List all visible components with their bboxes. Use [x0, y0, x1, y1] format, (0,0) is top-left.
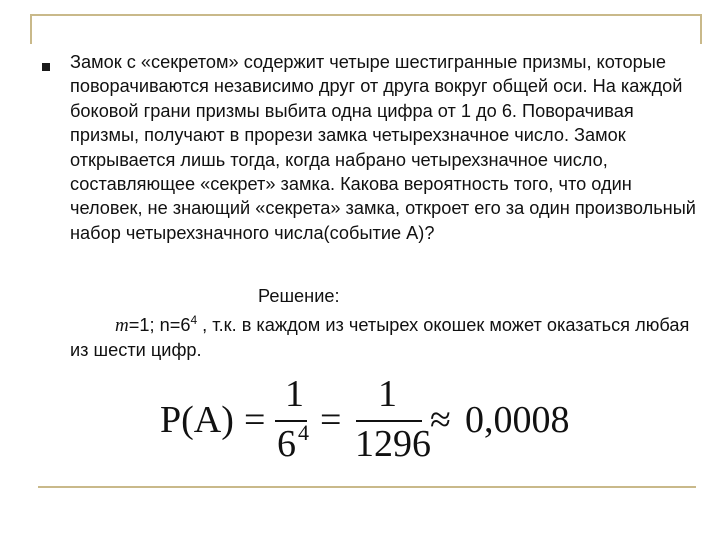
m-value: =1; n=6	[128, 315, 191, 335]
fraction2-denominator: 1296	[355, 423, 431, 465]
n-exponent: 4	[190, 313, 198, 327]
fraction2-numerator: 1	[378, 373, 397, 415]
solution-explanation: , т.к. в каждом из четырех окошек может оказаться любая из шести цифр.	[70, 315, 690, 360]
formula-result: 0,0008	[465, 399, 570, 441]
probability-formula	[160, 372, 580, 470]
solution-label: Решение:	[258, 286, 340, 306]
fraction1-numerator: 1	[285, 373, 304, 415]
formula-equals-1: =	[244, 399, 266, 441]
solution-calculation	[70, 313, 710, 362]
frame-bottom-line	[38, 486, 696, 488]
formula-equals-2: =	[320, 399, 342, 441]
formula-lhs: P(A)	[160, 399, 234, 441]
bullet-square	[42, 63, 50, 71]
frame-left-line	[30, 14, 32, 44]
approx-symbol: ≈	[430, 399, 451, 441]
fraction1-denominator-exponent: 4	[298, 420, 309, 445]
m-symbol: m	[115, 315, 129, 336]
frame-right-line	[700, 14, 702, 44]
frame-top-line	[30, 14, 702, 16]
problem-text: Замок с «секретом» содержит четыре шестигранные призмы, которые поворачиваются независимо друг от друга вокруг общей оси. На каждой боковой грани призмы выбита одна цифра от 1 до 6. Поворачивая призмы, получают в прорези замка четырехзначное число. Замок открывается лишь тогда, когда набрано четырехзначное число, составляющее «секрет» замка. Какова вероятность того, что один человек, не знающий «секрета» замка, откроет его за один произвольный набор четырехзначного числа(событие А)?	[70, 52, 696, 243]
fraction1-denominator-base: 6	[277, 423, 296, 465]
